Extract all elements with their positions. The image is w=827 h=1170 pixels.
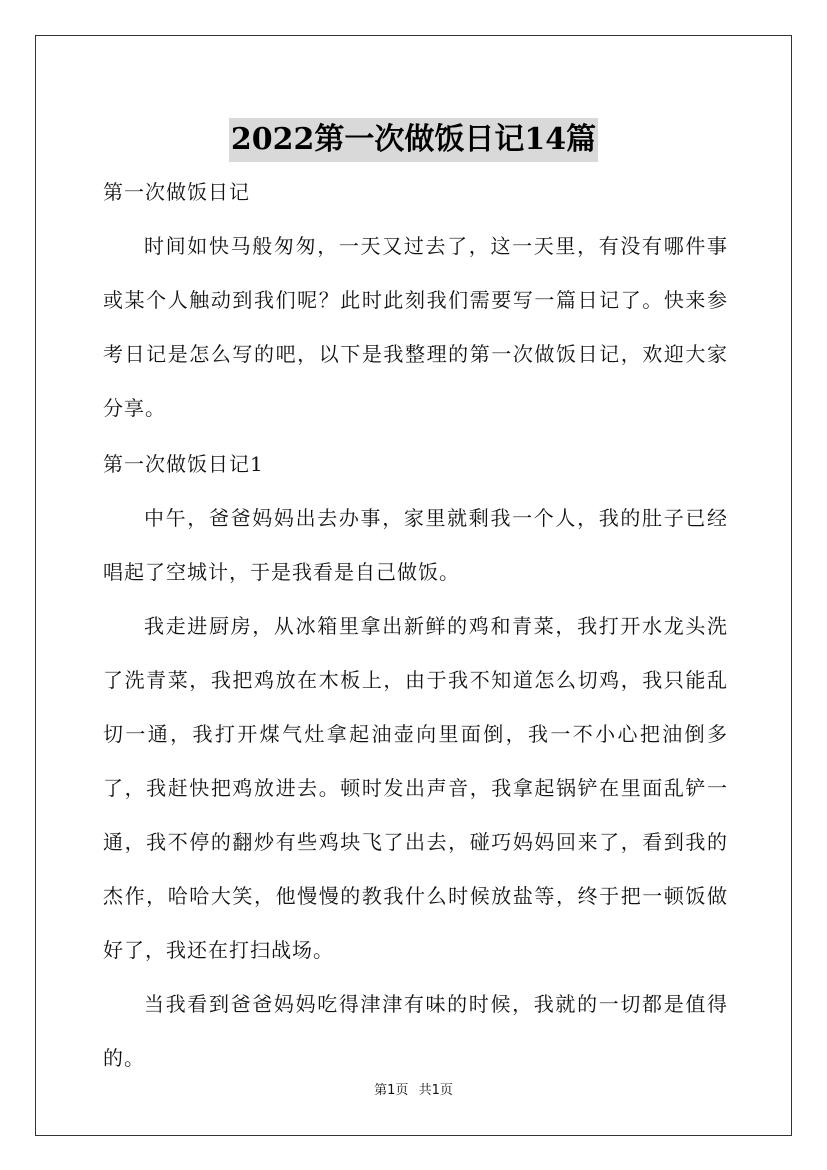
page-number: 第1页 [374, 1083, 409, 1098]
page-total: 共1页 [418, 1083, 453, 1098]
intro-heading: 第一次做饭日记 [103, 180, 250, 204]
section1-paragraph-2: 我走进厨房，从冰箱里拿出新鲜的鸡和青菜，我打开水龙头洗了洗青菜，我把鸡放在木板上，由于我不知道怎么切鸡，我只能乱切一通，我打开煤气灶拿起油壶向里面倒，我一不小心把油倒多了，我赶快把鸡放进去。顿时发出声音，我拿起锅铲在里面乱铲一通，我不停的翻炒有些鸡块飞了出去，碰巧妈妈回来了，看到我的杰作，哈哈大笑，他慢慢的教我什么时候放盐等，终于把一顿饭做好了，我还在打扫战场。 [103, 614, 728, 962]
page-footer [0, 1082, 827, 1100]
section1-paragraph-1: 中午，爸爸妈妈出去办事，家里就剩我一个人，我的肚子已经唱起了空城计，于是我看是自己做饭。 [103, 506, 728, 584]
document-title: 2022第一次做饭日记14篇 [229, 118, 598, 162]
section1-paragraph-3: 当我看到爸爸妈妈吃得津津有味的时候，我就的一切都是值得的。 [103, 992, 728, 1070]
intro-paragraph: 时间如快马般匆匆，一天又过去了，这一天里，有没有哪件事或某个人触动到我们呢？此时此刻我们需要写一篇日记了。快来参考日记是怎么写的吧，以下是我整理的第一次做饭日记，欢迎大家分享。 [103, 234, 728, 420]
section1-heading: 第一次做饭日记1 [103, 452, 264, 476]
